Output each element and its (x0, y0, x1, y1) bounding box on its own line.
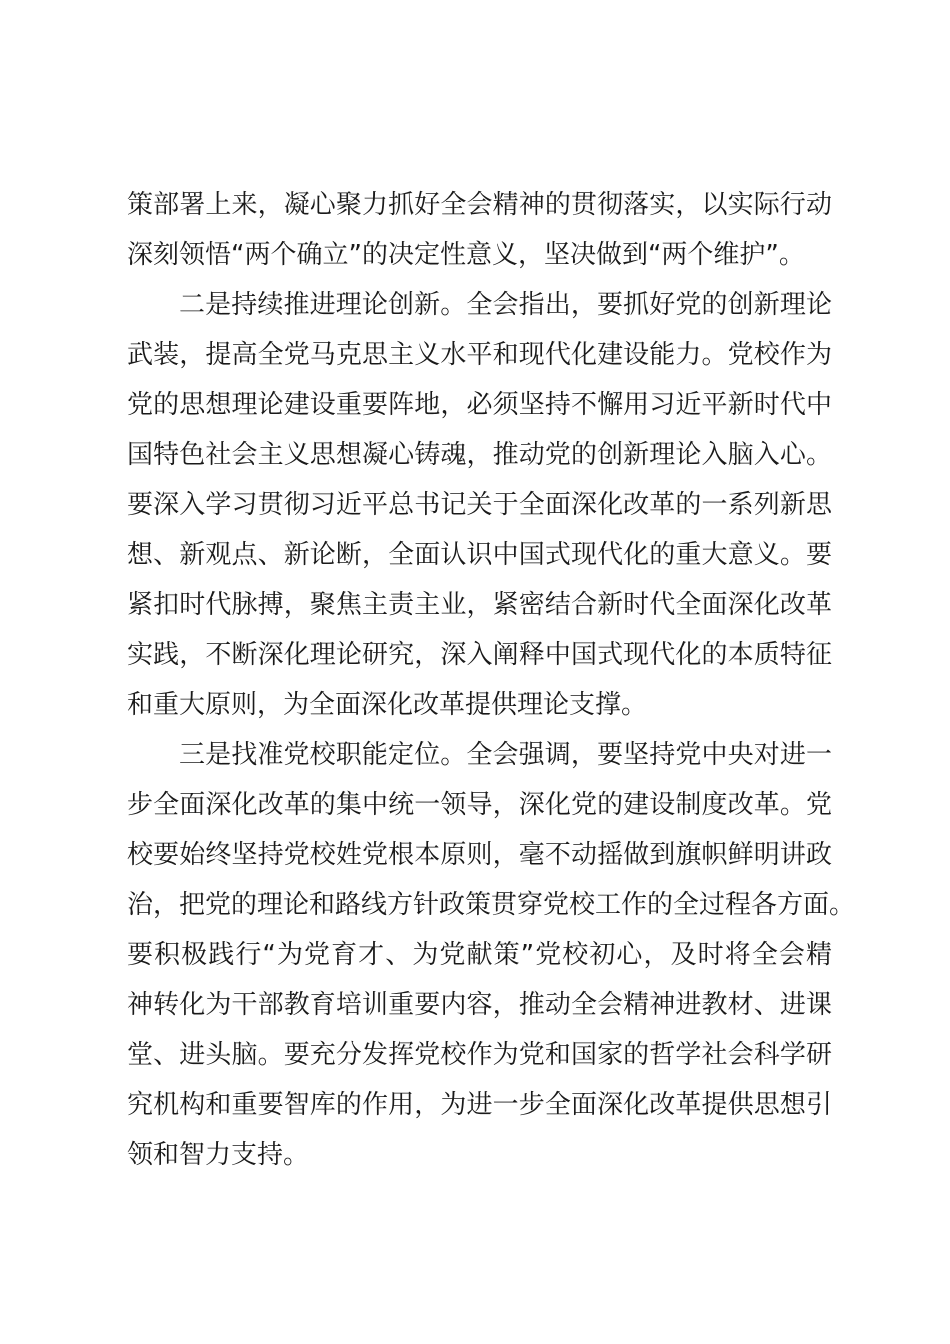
paragraph-continuation (127, 180, 832, 280)
text-line: 要积极践行“为党育才、为党献策”党校初心，及时将全会精 (127, 940, 832, 970)
text-line: 深刻领悟“两个确立”的决定性意义，坚决做到“两个维护”。 (127, 240, 805, 270)
text-line: 想、新观点、新论断，全面认识中国式现代化的重大意义。要 (127, 540, 832, 570)
text-line: 治，把党的理论和路线方针政策贯穿党校工作的全过程各方面。 (127, 890, 856, 920)
text-line: 二是持续推进理论创新。全会指出，要抓好党的创新理论 (179, 290, 832, 320)
text-line: 策部署上来，凝心聚力抓好全会精神的贯彻落实，以实际行动 (127, 190, 832, 220)
text-line: 神转化为干部教育培训重要内容，推动全会精神进教材、进课 (127, 990, 832, 1020)
text-line: 和重大原则，为全面深化改革提供理论支撑。 (127, 690, 648, 720)
text-line: 要深入学习贯彻习近平总书记关于全面深化改革的一系列新思 (127, 490, 832, 520)
paragraph-party-school-role (127, 730, 856, 1180)
text-line: 堂、进头脑。要充分发挥党校作为党和国家的哲学社会科学研 (127, 1040, 832, 1070)
text-line: 领和智力支持。 (127, 1140, 310, 1170)
text-line: 国特色社会主义思想凝心铸魂，推动党的创新理论入脑入心。 (127, 440, 832, 470)
text-line: 校要始终坚持党校姓党根本原则，毫不动摇做到旗帜鲜明讲政 (127, 840, 832, 870)
text-line: 武装，提高全党马克思主义水平和现代化建设能力。党校作为 (127, 340, 832, 370)
text-line: 步全面深化改革的集中统一领导，深化党的建设制度改革。党 (127, 790, 832, 820)
text-line: 党的思想理论建设重要阵地，必须坚持不懈用习近平新时代中 (127, 390, 832, 420)
paragraph-theory-innovation (127, 280, 832, 730)
text-line: 三是找准党校职能定位。全会强调，要坚持党中央对进一 (179, 740, 832, 770)
text-line: 究机构和重要智库的作用，为进一步全面深化改革提供思想引 (127, 1090, 832, 1120)
text-line: 实践，不断深化理论研究，深入阐释中国式现代化的本质特征 (127, 640, 832, 670)
document-body (127, 180, 856, 1180)
text-line: 紧扣时代脉搏，聚焦主责主业，紧密结合新时代全面深化改革 (127, 590, 832, 620)
